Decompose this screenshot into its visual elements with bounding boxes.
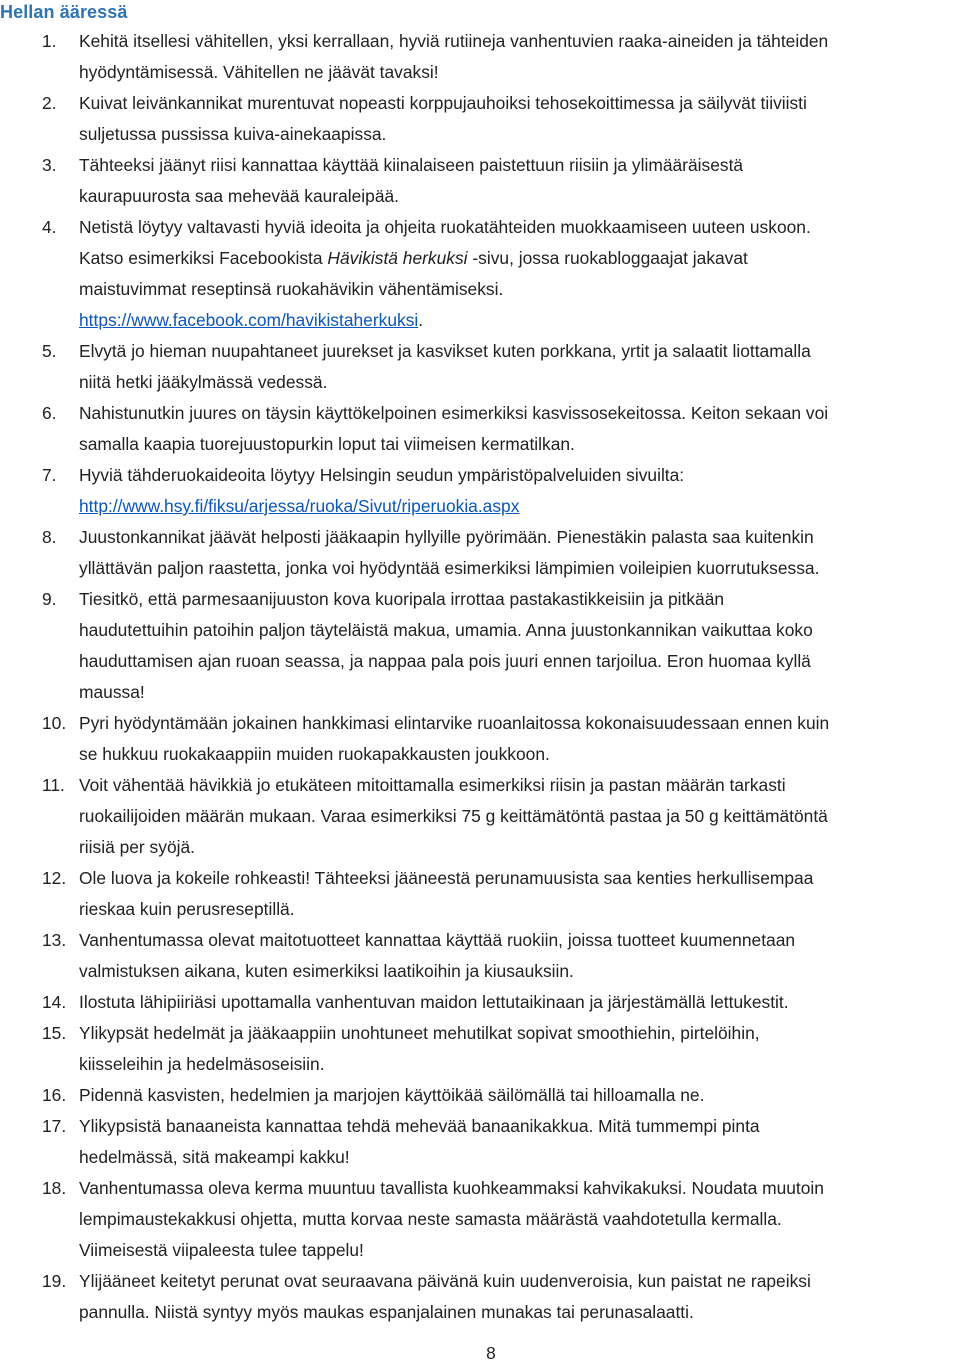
item-number: 14. (42, 992, 67, 1012)
list-item (0, 925, 960, 987)
item-number: 19. (42, 1271, 67, 1291)
page-number: 8 (486, 1343, 496, 1363)
item-text-line: Elvytä jo hieman nuupahtaneet juurekset ja kasvikset kuten porkkana, yrtit ja salaatit liottamalla (79, 341, 811, 361)
item-text-line: rieskaa kuin perusreseptillä. (79, 899, 295, 919)
list-item (0, 88, 960, 150)
item-text-line: Kuivat leivänkannikat murentuvat nopeasti korppujauhoiksi tehosekoittimessa ja säilyvät tiiviisti (79, 93, 807, 113)
item-text-line: hauduttamisen ajan ruoan seassa, ja nappaa pala pois juuri ennen tarjoilua. Eron huomaa kyllä (79, 651, 811, 671)
item-number: 7. (42, 465, 57, 485)
list-item (0, 336, 960, 398)
item-text-line: https://www.facebook.com/havikistaherkuksi. (79, 310, 424, 330)
item-text-line: hedelmässä, sitä makeampi kakku! (79, 1147, 350, 1167)
item-number: 18. (42, 1178, 67, 1198)
item-text-line: hyödyntämisessä. Vähitellen ne jäävät tavaksi! (79, 62, 439, 82)
item-text-line: Pidennä kasvisten, hedelmien ja marjojen käyttöikää säilömällä tai hilloamalla ne. (79, 1085, 705, 1105)
item-text-line: maussa! (79, 682, 145, 702)
item-text-line: Viimeisestä viipaleesta tulee tappelu! (79, 1240, 364, 1260)
item-number: 10. (42, 713, 67, 733)
list-item (0, 398, 960, 460)
item-text-line: Tiesitkö, että parmesaanijuuston kova kuoripala irrottaa pastakastikkeisiin ja pitkään (79, 589, 725, 609)
item-text-line: maistuvimmat reseptinsä ruokahävikin vähentämiseksi. (79, 279, 504, 299)
item-text-line: Ylikypsistä banaaneista kannattaa tehdä mehevää banaanikakkua. Mitä tummempi pinta (79, 1116, 760, 1136)
item-number: 16. (42, 1085, 67, 1105)
list-item (0, 522, 960, 584)
item-text-line: niitä hetki jääkylmässä vedessä. (79, 372, 328, 392)
list-item (0, 212, 960, 336)
item-text-line: Pyri hyödyntämään jokainen hankkimasi elintarvike ruoanlaitossa kokonaisuudessaan ennen kuin (79, 713, 830, 733)
item-text-line: suljetussa pussissa kuiva-ainekaapissa. (79, 124, 387, 144)
list-item (0, 863, 960, 925)
item-number: 15. (42, 1023, 67, 1043)
item-text-line: se hukkuu ruokakaappiin muiden ruokapakkausten joukkoon. (79, 744, 550, 764)
item-number: 9. (42, 589, 57, 609)
item-text-line: pannulla. Niistä syntyy myös maukas espanjalainen munakas tai perunasalaatti. (79, 1302, 694, 1322)
list-item (0, 1266, 960, 1328)
list-item (0, 1173, 960, 1266)
item-text-line: Ylijääneet keitetyt perunat ovat seuraavana päivänä kuin uudenveroisia, kun paistat ne rapeiksi (79, 1271, 811, 1291)
item-text-line: Vanhentumassa oleva kerma muuntuu tavallista kuohkeammaksi kahvikakuksi. Noudata muutoin (79, 1178, 824, 1198)
item-text-line: Voit vähentää hävikkiä jo etukäteen mitoittamalla esimerkiksi riisin ja pastan määrän tarkasti (79, 775, 786, 795)
list-item (0, 1018, 960, 1080)
item-text-line: Juustonkannikat jäävät helposti jääkaapin hyllyille pyörimään. Pienestäkin palasta saa kuitenkin (79, 527, 814, 547)
item-number: 3. (42, 155, 57, 175)
item-text-line: samalla kaapia tuorejuustopurkin loput tai viimeisen kermatilkan. (79, 434, 575, 454)
page-name-italic: Hävikistä herkuksi (327, 248, 468, 268)
item-number: 1. (42, 31, 57, 51)
item-text-line: Kehitä itsellesi vähitellen, yksi kerrallaan, hyviä rutiineja vanhentuvien raaka-aineiden ja tähteiden (79, 31, 829, 51)
item-text-line: valmistuksen aikana, kuten esimerkiksi laatikoihin ja kiusauksiin. (79, 961, 574, 981)
facebook-link[interactable]: https://www.facebook.com/havikistaherkuksi (79, 310, 419, 330)
item-text-line: kaurapuurosta saa mehevää kauraleipää. (79, 186, 400, 206)
item-text-line: Ole luova ja kokeile rohkeasti! Tähteeksi jääneestä perunamuusista saa kenties herkullisempaa (79, 868, 814, 888)
item-text-line: lempimaustekakkusi ohjetta, mutta korvaa neste samasta määrästä vaahdotetulla kermalla. (79, 1209, 782, 1229)
list-item (0, 150, 960, 212)
item-text-line: Tähteeksi jäänyt riisi kannattaa käyttää kiinalaiseen paistettuun riisiin ja ylimääräisestä (79, 155, 744, 175)
item-text-line: riisiä per syöjä. (79, 837, 195, 857)
item-number: 5. (42, 341, 57, 361)
list-item (0, 26, 960, 88)
section-heading: Hellan ääressä (0, 2, 128, 22)
item-number: 6. (42, 403, 57, 423)
item-text-line: haudutettuihin patoihin paljon täyteläistä makua, umamia. Anna juustonkannikan vaikuttaa koko (79, 620, 813, 640)
list-item (0, 460, 960, 522)
item-number: 4. (42, 217, 57, 237)
item-number: 2. (42, 93, 57, 113)
item-number: 12. (42, 868, 67, 888)
item-text-line: yllättävän paljon raastetta, jonka voi hyödyntää esimerkiksi lämpimien voileipien kuorrutuksessa. (79, 558, 820, 578)
item-text-line: ruokailijoiden määrän mukaan. Varaa esimerkiksi 75 g keittämätöntä pastaa ja 50 g keittämätöntä (79, 806, 828, 826)
item-number: 11. (42, 775, 65, 795)
item-text-line: Ilostuta lähipiiriäsi upottamalla vanhentuvan maidon lettutaikinaan ja järjestämällä lettukestit. (79, 992, 789, 1012)
item-text-line: Ylikypsät hedelmät ja jääkaappiin unohtuneet mehutilkat sopivat smoothiehin, pirtelöihin, (79, 1023, 760, 1043)
item-number: 8. (42, 527, 57, 547)
list-item (0, 1080, 960, 1111)
hsy-link[interactable]: http://www.hsy.fi/fiksu/arjessa/ruoka/Sivut/riperuokia.aspx (79, 496, 520, 516)
tips-list (0, 26, 960, 1328)
list-item (0, 708, 960, 770)
list-item (0, 987, 960, 1018)
item-text-line (79, 491, 960, 522)
list-item (0, 584, 960, 708)
item-number: 17. (42, 1116, 67, 1136)
item-number: 13. (42, 930, 67, 950)
list-item (0, 770, 960, 863)
item-text-line: Nahistunutkin juures on täysin käyttökelpoinen esimerkiksi kasvissosekeitossa. Keiton sekaan voi (79, 403, 829, 423)
item-text-line: kiisseleihin ja hedelmäsoseisiin. (79, 1054, 325, 1074)
item-text-line: Netistä löytyy valtavasti hyviä ideoita ja ohjeita ruokatähteiden muokkaamiseen uuteen uskoon. (79, 217, 811, 237)
item-text-line: Katso esimerkiksi Facebookista Hävikistä herkuksi -sivu, jossa ruokabloggaajat jakavat (79, 248, 748, 268)
item-text-line: Vanhentumassa olevat maitotuotteet kannattaa käyttää ruokiin, joissa tuotteet kuumennetaan (79, 930, 796, 950)
item-text-line: Hyviä tähderuokaideoita löytyy Helsingin seudun ympäristöpalveluiden sivuilta: (79, 465, 685, 485)
list-item (0, 1111, 960, 1173)
